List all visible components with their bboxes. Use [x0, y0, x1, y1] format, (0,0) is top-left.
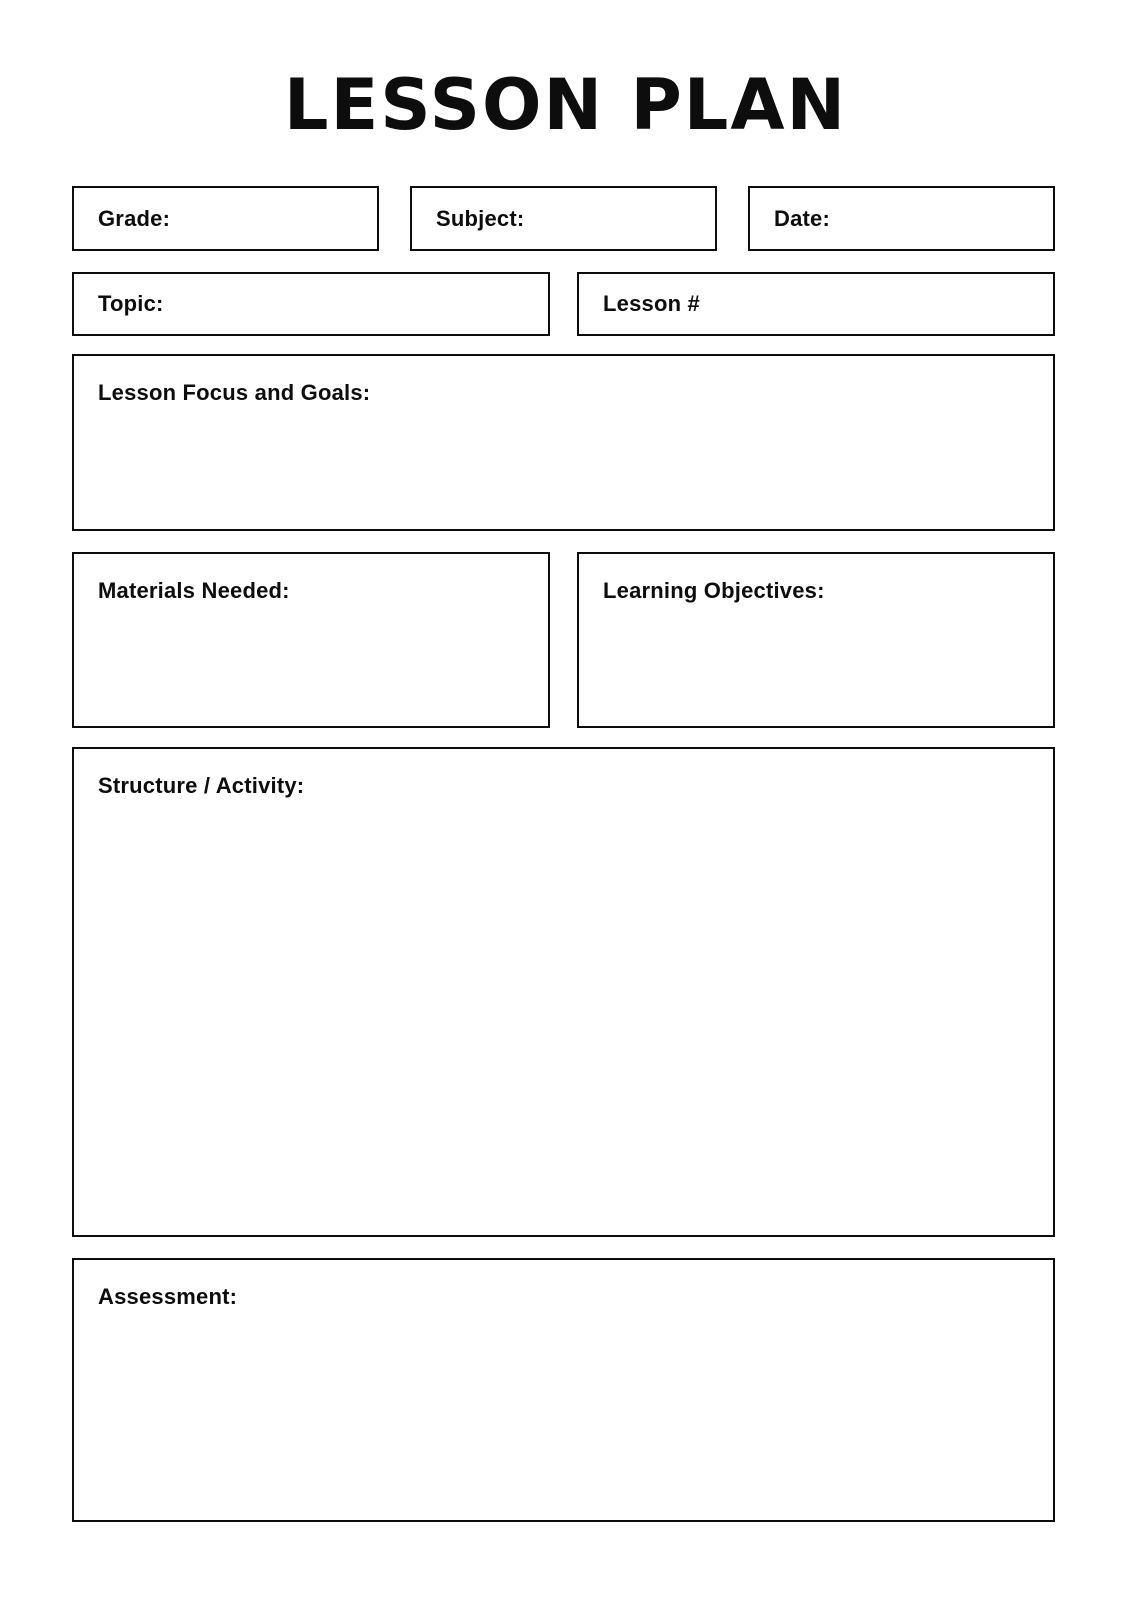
assessment-field[interactable]: [72, 1258, 1055, 1522]
learning-objectives-label: Learning Objectives:: [603, 578, 825, 603]
date-label: Date:: [774, 205, 831, 231]
grade-field[interactable]: [72, 186, 379, 251]
assessment-label: Assessment:: [98, 1284, 238, 1309]
lesson-number-label: Lesson #: [603, 291, 700, 316]
learning-objectives-field[interactable]: [577, 552, 1055, 728]
lesson-number-field[interactable]: [577, 272, 1055, 336]
structure-activity-label: Structure / Activity:: [98, 773, 305, 798]
subject-label: Subject:: [436, 205, 525, 231]
materials-needed-label: Materials Needed:: [98, 578, 290, 603]
header-row-grade-subject-date: [72, 186, 1055, 251]
lesson-focus-label: Lesson Focus and Goals:: [98, 380, 371, 405]
topic-label: Topic:: [98, 291, 164, 316]
materials-objectives-row: [72, 552, 1055, 728]
date-field[interactable]: [748, 186, 1055, 251]
topic-field[interactable]: [72, 272, 550, 336]
subject-field[interactable]: [410, 186, 717, 251]
page-title: LESSON PLAN: [283, 64, 848, 146]
form-content: [72, 186, 1055, 1522]
topic-lesson-row: [72, 272, 1055, 336]
grade-label: Grade:: [98, 205, 171, 231]
materials-needed-field[interactable]: [72, 552, 550, 728]
structure-activity-field[interactable]: [72, 747, 1055, 1237]
lesson-focus-field[interactable]: [72, 354, 1055, 531]
